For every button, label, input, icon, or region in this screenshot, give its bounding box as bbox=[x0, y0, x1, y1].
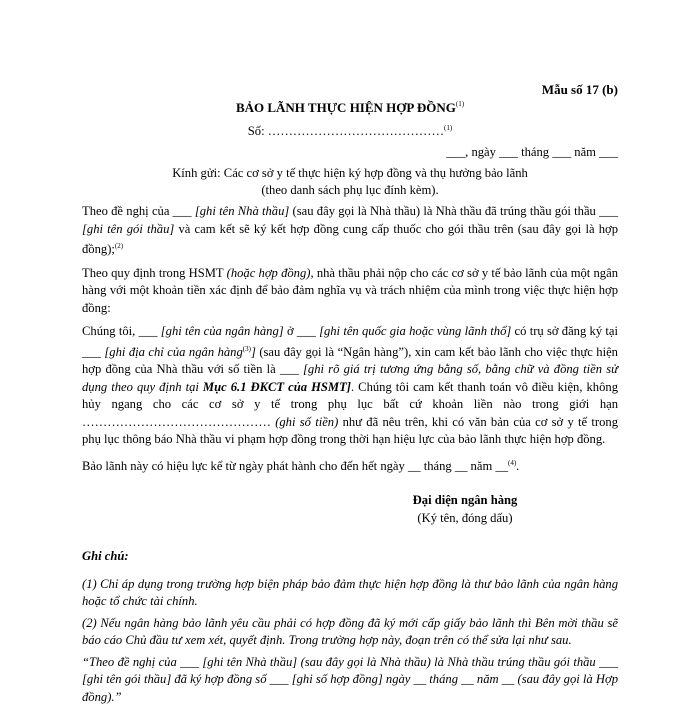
notes-header: Ghi chú: bbox=[82, 549, 129, 563]
document-number-line bbox=[0, 120, 700, 141]
document-body bbox=[82, 203, 618, 481]
number-text: Số: …………………………………… bbox=[247, 124, 445, 138]
p1-footnote-ref: (2) bbox=[114, 242, 124, 250]
p3-text-j: Mục 6.1 ĐKCT bbox=[202, 379, 285, 394]
p3-footnote-ref: (3) bbox=[242, 344, 251, 353]
paragraph-1 bbox=[82, 203, 618, 259]
signature-block bbox=[380, 491, 550, 527]
p3-text-d: [ghi tên quốc gia hoặc vùng lãnh thổ] bbox=[319, 324, 512, 338]
p4-text-b: . bbox=[516, 458, 520, 473]
recipient-block bbox=[0, 165, 700, 199]
form-number: Mẫu số 17 (b) bbox=[541, 82, 618, 97]
p4-text-a: Bảo lãnh này có hiệu lực kể từ ngày phát hành cho đến hết ngày __ tháng __ năm __ bbox=[82, 458, 508, 473]
p3-text-b: [ghi tên của ngân hàng] bbox=[160, 324, 284, 338]
p3-text-h: (sau đây gọi là “Ngân hàng”), xin cam kết bảo lãnh cho việc thực hiện hợp đồng của Nhà thầu với số tiền là ___ bbox=[82, 344, 618, 376]
p3-text-i: [ghi rõ giá trị tương ứng bằng số, bằng chữ và đồng tiền sử dụng theo quy định tại bbox=[82, 362, 618, 394]
title-footnote-ref: (1) bbox=[455, 100, 465, 108]
p3-text-l: . Chúng tôi cam kết thanh toán vô điều kiện, không hủy ngang cho các cơ sở y tế trong phụ lục bất cứ khoản liền nào trong giới hạn ……………………………………… bbox=[82, 379, 618, 429]
p1-text-d: [ghi tên gói thầu] bbox=[82, 221, 175, 236]
paragraph-3 bbox=[82, 323, 618, 449]
signature-title: Đại diện ngân hàng bbox=[412, 493, 518, 507]
p1-text-c: (sau đây gọi là Nhà thầu) là Nhà thầu đã trúng thầu gói thầu ___ bbox=[289, 204, 618, 218]
note-3: “Theo đề nghị của ___ [ghi tên Nhà thầu] (sau đây gọi là Nhà thầu) là Nhà thầu trúng thầu gói thầu ___ [ghi tên gói thầu] đã ký hợp đồng số ___ [ghi số hợp đồng] ngày __ tháng __ năm __ (sau đây gọi là Hợp đồng).” bbox=[82, 654, 618, 704]
p3-text-e: có trụ sở đăng ký tại ___ bbox=[82, 324, 618, 359]
p1-text-a: Theo đề nghị của ___ bbox=[82, 204, 195, 218]
date-line: ___, ngày ___ tháng ___ năm ___ bbox=[446, 145, 618, 159]
p3-text-k: của HSMT] bbox=[284, 379, 351, 394]
notes-section bbox=[82, 548, 618, 710]
note-2: (2) Nếu ngân hàng bảo lãnh yêu cầu phải có hợp đồng đã ký mới cấp giấy bảo lãnh thì Bên mời thầu sẽ báo cáo Chủ đầu tư xem xét, quyết định. Trong trường hợp này, đoạn trên có thể sửa lại như sau. bbox=[82, 615, 618, 647]
paragraph-4 bbox=[82, 455, 618, 476]
recipient-line-1: Kính gửi: Các cơ sở y tế thực hiện ký hợp đồng và thụ hưởng bảo lãnh bbox=[172, 166, 528, 180]
recipient-line-2: (theo danh sách phụ lục đính kèm). bbox=[261, 183, 439, 197]
p3-text-g: ] bbox=[250, 344, 256, 359]
p4-footnote-ref: (4) bbox=[508, 458, 517, 467]
p3-text-c: ở ___ bbox=[283, 324, 320, 338]
p2-text-a: Theo quy định trong HSMT bbox=[82, 265, 227, 280]
p3-text-m: (ghi số tiền) bbox=[275, 414, 339, 429]
p3-text-n: như đã nêu trên, khi có văn bản của cơ sở y tế trong phụ lục thông báo Nhà thầu vi phạm hợp đồng trong thời hạn hiệu lực của bảo lãnh thực hiện hợp đồng. bbox=[82, 414, 618, 446]
p2-text-c: , nhà thầu phải nộp cho các cơ sở y tế bảo lãnh của một ngân hàng với một khoản tiền xác định để bảo đảm nghĩa vụ và trách nhiệm của mình trong việc thực hiện hợp đồng: bbox=[82, 265, 618, 315]
document-title bbox=[0, 96, 700, 117]
note-1: (1) Chỉ áp dụng trong trường hợp biện pháp bảo đảm thực hiện hợp đồng là thư bảo lãnh của ngân hàng hoặc tổ chức tài chính. bbox=[82, 576, 618, 608]
p2-text-b: (hoặc hợp đồng) bbox=[226, 265, 311, 280]
paragraph-2 bbox=[82, 265, 618, 318]
p1-text-b: [ghi tên Nhà thầu] bbox=[194, 204, 290, 218]
p3-text-f: [ghi địa chỉ của ngân hàng bbox=[104, 344, 243, 359]
signature-subtitle: (Ký tên, đóng dấu) bbox=[417, 511, 513, 525]
number-footnote-ref: (1) bbox=[444, 124, 453, 132]
p1-text-e: và cam kết sẽ ký kết hợp đồng cung cấp thuốc cho gói thầu trên (sau đây gọi là hợp đồng); bbox=[82, 221, 619, 256]
p3-text-a: Chúng tôi, ___ bbox=[82, 324, 161, 338]
title-text: BẢO LÃNH THỰC HIỆN HỢP ĐỒNG bbox=[235, 100, 456, 115]
